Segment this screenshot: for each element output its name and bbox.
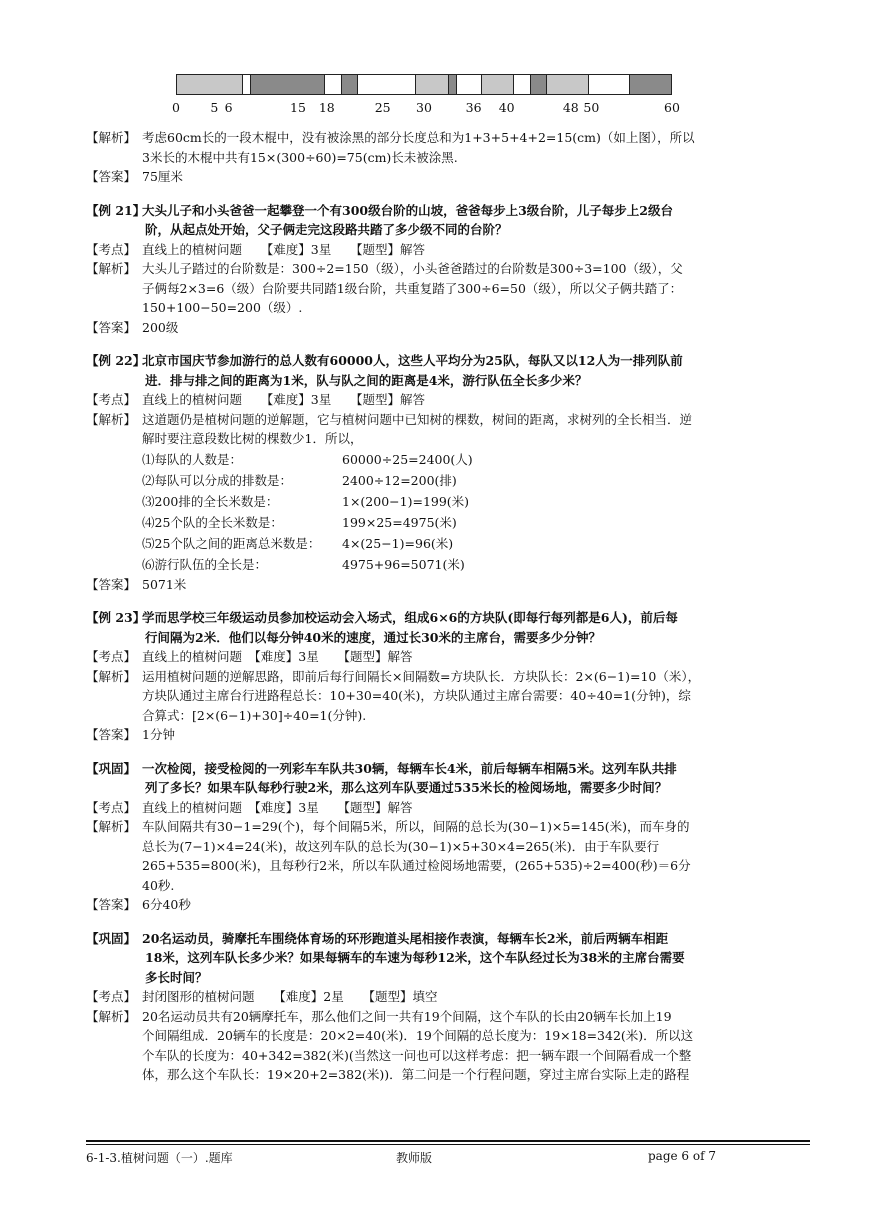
stick-segment bbox=[457, 75, 482, 94]
section-tag: 【考点】 bbox=[86, 392, 137, 407]
section-tag: 【考点】 bbox=[86, 649, 137, 664]
continuation-line bbox=[86, 220, 810, 240]
page-footer bbox=[86, 1140, 810, 1167]
problem-text: 学而思学校三年级运动员参加校运动会入场式，组成6×6的方块队(即每行每列都是6人)，前后每 bbox=[142, 610, 678, 625]
labeled-line bbox=[86, 647, 810, 667]
labeled-line bbox=[86, 725, 810, 745]
stick-segment bbox=[630, 75, 671, 94]
stick-segment bbox=[514, 75, 530, 94]
problem-block bbox=[86, 351, 810, 594]
line-text: 考虑60cm长的一段木棍中，没有被涂黑的部分长度总和为1+3+5+4+2=15(cm)（如上图），所以 bbox=[142, 130, 695, 145]
step-expression: 199×25=4975(米) bbox=[342, 514, 457, 530]
solution-step bbox=[86, 449, 810, 470]
document-body bbox=[86, 128, 810, 1085]
problem-text: 北京市国庆节参加游行的总人数有60000人，这些人平均分为25队，每队又以12人为一排列队前 bbox=[142, 353, 683, 368]
scale-tick-label: 18 bbox=[318, 100, 335, 115]
step-expression: 4×(25−1)=96(米) bbox=[342, 535, 454, 551]
line-text: 解时要注意段数比树的棵数少1．所以， bbox=[142, 431, 363, 446]
step-label: ⑶200排的全长米数是： bbox=[142, 493, 279, 509]
section-tag: 【例 21】 bbox=[86, 202, 146, 218]
step-expression: 1×(200−1)=199(米) bbox=[342, 493, 470, 509]
solution-step bbox=[86, 512, 810, 533]
line-text: 200级 bbox=[142, 319, 179, 335]
section-tag: 【答案】 bbox=[86, 897, 137, 912]
section-tag: 【解析】 bbox=[86, 411, 137, 427]
step-label: ⑵每队可以分成的排数是： bbox=[142, 472, 293, 488]
stick-segment bbox=[251, 75, 325, 94]
step-expression: 4975+96=5071(米) bbox=[342, 556, 465, 572]
labeled-line bbox=[86, 798, 810, 818]
labeled-line bbox=[86, 240, 810, 260]
line-text: 1分钟 bbox=[142, 727, 175, 742]
line-text: 265+535=800(米)，且每秒行2米，所以车队通过检阅场地需要，(265+535)÷2=400(秒)＝6分 bbox=[142, 858, 691, 873]
labeled-line bbox=[86, 259, 810, 279]
footer-page-number: page 6 of 7 bbox=[648, 1149, 716, 1163]
line-text: 这道题仍是植树问题的逆解题，它与植树问题中已知树的棵数，树间的距离，求树列的全长相当．逆 bbox=[142, 411, 693, 427]
solution-step bbox=[86, 470, 810, 491]
problem-text: 一次检阅，接受检阅的一列彩车车队共30辆，每辆车长4米，前后每辆车相隔5米。这列车队共排 bbox=[142, 760, 677, 776]
continuation-line bbox=[86, 968, 810, 988]
continuation-line bbox=[86, 279, 810, 299]
line-text: 20名运动员共有20辆摩托车，那么他们之间一共有19个间隔，这个车队的长由20辆车长加上19 bbox=[142, 1008, 672, 1024]
section-tag: 【考点】 bbox=[86, 241, 137, 257]
stick-scale bbox=[0, 100, 869, 116]
labeled-line bbox=[86, 410, 810, 430]
continuation-line bbox=[86, 1046, 810, 1066]
problem-text: 列了多长？如果车队每秒行驶2米，那么这列车队要通过535米长的检阅场地，需要多少时间？ bbox=[145, 780, 668, 795]
section-tag: 【解析】 bbox=[86, 668, 137, 684]
continuation-line bbox=[86, 298, 810, 318]
continuation-line bbox=[86, 371, 810, 391]
solution-step bbox=[86, 533, 810, 554]
scale-tick-label: 5 bbox=[210, 100, 219, 115]
line-text: 大头儿子踏过的台阶数是：300÷2=150（级），小头爸爸踏过的台阶数是300÷3=100（级），父 bbox=[142, 261, 683, 276]
line-text: 封闭图形的植树问题 【难度】2星 【题型】填空 bbox=[142, 989, 438, 1004]
continuation-line bbox=[86, 686, 810, 706]
section-tag: 【例 23】 bbox=[86, 610, 146, 625]
section-tag: 【巩固】 bbox=[86, 760, 137, 776]
step-label: ⑹游行队伍的全长是： bbox=[142, 556, 268, 572]
line-text: 5071米 bbox=[142, 576, 187, 592]
labeled-line bbox=[86, 128, 810, 148]
stick-segment bbox=[531, 75, 547, 94]
labeled-line bbox=[86, 608, 810, 628]
section-tag: 【解析】 bbox=[86, 261, 137, 276]
problem-text: 大头儿子和小头爸爸一起攀登一个有300级台阶的山坡，爸爸每步上3级台阶，儿子每步上2级台 bbox=[142, 202, 673, 218]
footer-doc-title: 6-1-3.植树问题（一）.题库 bbox=[86, 1151, 233, 1165]
line-text: 体，那么这个车队长：19×20+2=382(米))．第二问是一个行程问题，穿过主席台实际上走的路程 bbox=[142, 1067, 690, 1082]
problem-block bbox=[86, 759, 810, 915]
problem-block bbox=[86, 201, 810, 338]
scale-tick-label: 50 bbox=[583, 100, 600, 115]
continuation-line bbox=[86, 837, 810, 857]
section-tag: 【答案】 bbox=[86, 576, 137, 592]
section-tag: 【答案】 bbox=[86, 319, 137, 335]
line-text: 合算式：[2×(6−1)+30]÷40=1(分钟). bbox=[142, 707, 367, 723]
section-tag: 【考点】 bbox=[86, 989, 137, 1004]
problem-text: 行间隔为2米．他们以每分钟40米的速度，通过长30米的主席台，需要多少分钟？ bbox=[145, 629, 601, 645]
labeled-line bbox=[86, 987, 810, 1007]
line-text: 直线上的植树问题 【难度】3星 【题型】解答 bbox=[142, 392, 425, 407]
line-text: 直线上的植树问题 【难度】3星 【题型】解答 bbox=[142, 649, 413, 664]
section-tag: 【解析】 bbox=[86, 1008, 137, 1024]
stick-segment bbox=[449, 75, 457, 94]
labeled-line bbox=[86, 318, 810, 338]
line-text: 个车队的长度为：40+342=382(米)(当然这一问也可以这样考虑：把一辆车跟一个间隔看成一个整 bbox=[142, 1047, 692, 1063]
line-text: 3米长的木棍中共有15×(300÷60)=75(cm)长未被涂黑. bbox=[142, 149, 458, 165]
stick-segment bbox=[358, 75, 416, 94]
stick-segment bbox=[243, 75, 251, 94]
continuation-line bbox=[86, 1065, 810, 1085]
footer-edition: 教师版 bbox=[396, 1151, 433, 1165]
line-text: 车队间隔共有30−1=29(个)，每个间隔5米，所以，间隔的总长为(30−1)×5=145(米)，而车身的 bbox=[142, 819, 690, 834]
line-text: 方块队通过主席台行进路程总长：10+30=40(米)，方块队通过主席台需要：40÷40=1(分钟)，综 bbox=[142, 688, 691, 703]
labeled-line bbox=[86, 390, 810, 410]
stick-segment bbox=[325, 75, 341, 94]
labeled-line bbox=[86, 929, 810, 949]
labeled-line bbox=[86, 667, 810, 687]
continuation-line bbox=[86, 628, 810, 648]
step-expression: 2400÷12=200(排) bbox=[342, 472, 457, 488]
scale-tick-label: 15 bbox=[290, 100, 306, 115]
solution-step bbox=[86, 554, 810, 575]
labeled-line bbox=[86, 167, 810, 187]
footer-rule bbox=[86, 1140, 810, 1142]
problem-block bbox=[86, 608, 810, 745]
continuation-line bbox=[86, 1026, 810, 1046]
continuation-line bbox=[86, 948, 810, 968]
stick-segment bbox=[589, 75, 630, 94]
stick-segment bbox=[416, 75, 449, 94]
line-text: 子俩每2×3=6（级）台阶要共同踏1级台阶，共重复踏了300÷6=50（级），所以父子俩共踏了： bbox=[142, 280, 683, 296]
section-tag: 【考点】 bbox=[86, 799, 137, 815]
problem-block bbox=[86, 929, 810, 1085]
labeled-line bbox=[86, 895, 810, 915]
line-text: 150+100−50=200（级）. bbox=[142, 300, 303, 315]
labeled-line bbox=[86, 575, 810, 595]
problem-text: 阶，从起点处开始，父子俩走完这段路共踏了多少级不同的台阶？ bbox=[145, 222, 508, 237]
stick-segment bbox=[482, 75, 515, 94]
scale-tick-label: 60 bbox=[664, 100, 680, 115]
stick-segment bbox=[342, 75, 358, 94]
line-text: 75厘米 bbox=[142, 169, 183, 184]
labeled-line bbox=[86, 759, 810, 779]
section-tag: 【解析】 bbox=[86, 819, 137, 834]
step-label: ⑴每队的人数是： bbox=[142, 451, 243, 467]
stick-segment bbox=[547, 75, 588, 94]
section-tag: 【例 22】 bbox=[86, 353, 146, 368]
labeled-line bbox=[86, 201, 810, 221]
continuation-line bbox=[86, 856, 810, 876]
section-tag: 【巩固】 bbox=[86, 930, 137, 946]
labeled-line bbox=[86, 1007, 810, 1027]
solution-step bbox=[86, 491, 810, 512]
step-label: ⑷25个队的全长米数是： bbox=[142, 514, 283, 530]
continuation-line bbox=[86, 148, 810, 168]
continuation-line bbox=[86, 429, 810, 449]
scale-tick-label: 30 bbox=[416, 100, 432, 115]
stick-segment bbox=[177, 75, 243, 94]
scale-tick-label: 36 bbox=[465, 100, 482, 115]
labeled-line bbox=[86, 351, 810, 371]
footer-rule-thin bbox=[86, 1144, 810, 1145]
problem-text: 多长时间？ bbox=[145, 969, 208, 985]
scale-tick-label: 6 bbox=[224, 100, 233, 115]
continuation-line bbox=[86, 706, 810, 726]
continuation-line bbox=[86, 876, 810, 896]
scale-tick-label: 0 bbox=[172, 100, 180, 115]
problem-text: 18米，这列车队长多少米？如果每辆车的车速为每秒12米，这个车队经过长为38米的主席台需要 bbox=[145, 950, 685, 965]
stick-diagram bbox=[176, 74, 672, 95]
line-text: 个间隔组成．20辆车的长度是：20×2=40(米)．19个间隔的总长度为：19×18=342(米)．所以这 bbox=[142, 1028, 694, 1043]
scale-tick-label: 25 bbox=[374, 100, 391, 115]
problem-text: 20名运动员，骑摩托车围绕体育场的环形跑道头尾相接作表演，每辆车长2米，前后两辆车相距 bbox=[142, 930, 669, 946]
step-expression: 60000÷25=2400(人) bbox=[342, 451, 473, 467]
line-text: 直线上的植树问题 【难度】3星 【题型】解答 bbox=[142, 241, 425, 257]
continuation-line bbox=[86, 778, 810, 798]
line-text: 40秒. bbox=[142, 877, 175, 893]
line-text: 6分40秒 bbox=[142, 897, 191, 912]
line-text: 运用植树问题的逆解思路，即前后每行间隔长×间隔数=方块队长．方块队长：2×(6−1)=10（米）， bbox=[142, 668, 701, 684]
problem-text: 进．排与排之间的距离为1米，队与队之间的距离是4米，游行队伍全长多少米？ bbox=[145, 372, 588, 388]
section-tag: 【答案】 bbox=[86, 169, 137, 184]
problem-block bbox=[86, 128, 810, 187]
scale-tick-label: 48 bbox=[562, 100, 579, 115]
scale-tick-label: 40 bbox=[498, 100, 515, 115]
step-label: ⑸25个队之间的距离总米数是： bbox=[142, 535, 321, 551]
labeled-line bbox=[86, 817, 810, 837]
line-text: 总长为(7−1)×4=24(米)，故这列车队的总长为(30−1)×5+30×4=265(米)．由于车队要行 bbox=[142, 838, 660, 854]
section-tag: 【解析】 bbox=[86, 130, 137, 145]
section-tag: 【答案】 bbox=[86, 727, 137, 742]
line-text: 直线上的植树问题 【难度】3星 【题型】解答 bbox=[142, 799, 413, 815]
